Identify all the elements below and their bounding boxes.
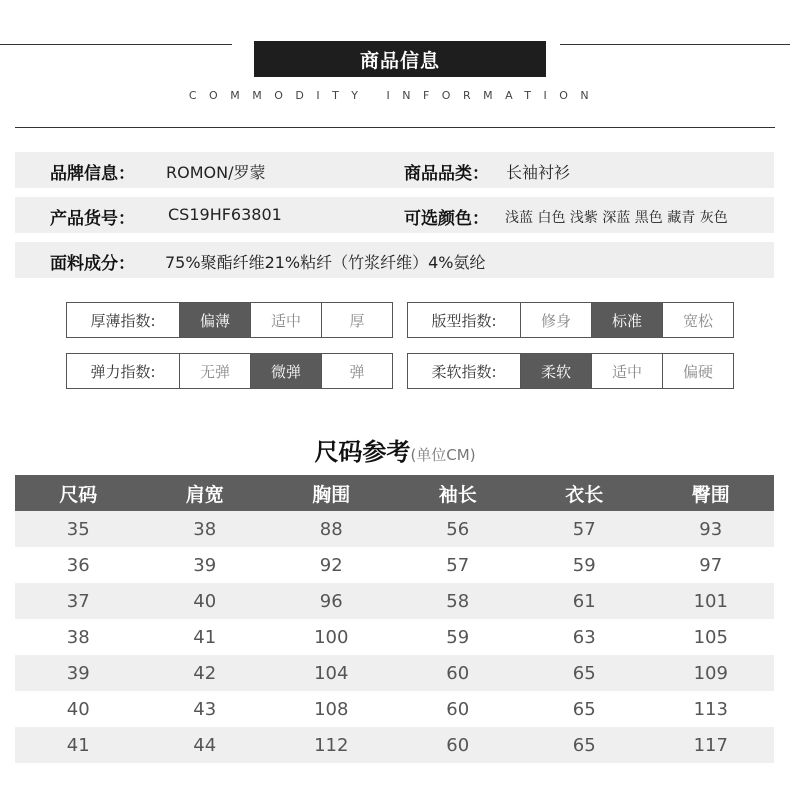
- index-elasticity-option: 无弹: [179, 354, 250, 388]
- table-cell: 112: [314, 734, 349, 756]
- index-fit: [407, 302, 734, 338]
- table-row: [15, 727, 774, 763]
- colors-label: 可选颜色：: [404, 209, 489, 229]
- table-row: [15, 691, 774, 727]
- size-table-unit: (单位CM): [410, 446, 476, 464]
- index-fit-option: 修身: [520, 303, 591, 337]
- fabric-value: 75%聚酯纤维21%粘纤（竹浆纤维）4%氨纶: [165, 253, 486, 272]
- table-cell: 38: [193, 518, 217, 540]
- table-row: [15, 511, 774, 547]
- table-cell: 57: [446, 554, 470, 576]
- index-elasticity: [66, 353, 393, 389]
- table-row: [15, 655, 774, 691]
- brand-value: ROMON/罗蒙: [166, 163, 266, 182]
- table-cell: 37: [66, 590, 90, 612]
- index-elasticity-label: 弹力指数:: [90, 362, 156, 381]
- table-cell: 38: [66, 626, 90, 648]
- index-thickness-option: 厚: [321, 303, 392, 337]
- info-row-sku: [15, 197, 774, 233]
- table-cell: 104: [314, 662, 349, 684]
- index-elasticity-option: 弹: [321, 354, 392, 388]
- table-cell: 100: [314, 626, 349, 648]
- size-header-cell: 衣长: [565, 483, 604, 506]
- table-cell: 88: [319, 518, 343, 540]
- table-cell: 39: [66, 662, 90, 684]
- page-title: 商品信息: [254, 41, 546, 77]
- header-divider: [15, 127, 775, 128]
- table-cell: 109: [693, 662, 728, 684]
- table-cell: 44: [193, 734, 217, 756]
- table-cell: 39: [193, 554, 217, 576]
- index-thickness-option: 偏薄: [179, 303, 250, 337]
- size-header-cell: 臀围: [691, 483, 730, 506]
- table-cell: 92: [319, 554, 343, 576]
- fabric-label: 面料成分：: [50, 254, 135, 274]
- table-cell: 56: [446, 518, 470, 540]
- table-cell: 43: [193, 698, 217, 720]
- index-thickness: [66, 302, 393, 338]
- page-subtitle: COMMODITY INFORMATION: [188, 89, 602, 102]
- index-elasticity-option: 微弹: [250, 354, 321, 388]
- sku-value: CS19HF63801: [168, 205, 282, 224]
- table-cell: 41: [193, 626, 217, 648]
- table-cell: 40: [193, 590, 217, 612]
- info-row-brand: [15, 152, 774, 188]
- table-row: [15, 619, 774, 655]
- table-cell: 63: [572, 626, 596, 648]
- size-table-header: [15, 475, 774, 511]
- colors-value: 浅蓝 白色 浅紫 深蓝 黑色 藏青 灰色: [505, 210, 728, 226]
- index-softness: [407, 353, 734, 389]
- size-table-heading: [0, 432, 790, 467]
- table-cell: 36: [66, 554, 90, 576]
- table-cell: 60: [446, 662, 470, 684]
- table-cell: 65: [572, 662, 596, 684]
- table-cell: 93: [699, 518, 723, 540]
- table-cell: 40: [66, 698, 90, 720]
- table-cell: 41: [66, 734, 90, 756]
- table-cell: 42: [193, 662, 217, 684]
- table-cell: 117: [693, 734, 728, 756]
- table-cell: 65: [572, 698, 596, 720]
- table-cell: 65: [572, 734, 596, 756]
- table-cell: 60: [446, 698, 470, 720]
- size-header-cell: 袖长: [438, 483, 477, 506]
- index-softness-option: 适中: [591, 354, 662, 388]
- info-row-fabric: [15, 242, 774, 278]
- table-cell: 35: [66, 518, 90, 540]
- index-thickness-label: 厚薄指数:: [90, 311, 156, 330]
- size-header-cell: 胸围: [312, 483, 351, 506]
- table-cell: 59: [446, 626, 470, 648]
- header-left-line: [0, 44, 232, 45]
- table-cell: 58: [446, 590, 470, 612]
- sku-label: 产品货号：: [50, 209, 135, 229]
- index-softness-option: 柔软: [520, 354, 591, 388]
- table-cell: 61: [572, 590, 596, 612]
- table-cell: 60: [446, 734, 470, 756]
- index-fit-option: 宽松: [662, 303, 733, 337]
- table-cell: 59: [572, 554, 596, 576]
- category-value: 长袖衬衫: [506, 163, 571, 182]
- index-softness-option: 偏硬: [662, 354, 733, 388]
- table-cell: 97: [699, 554, 723, 576]
- size-table-title: 尺码参考: [314, 438, 411, 466]
- table-cell: 101: [693, 590, 728, 612]
- size-header-cell: 尺码: [59, 483, 98, 506]
- header-right-line: [560, 44, 790, 45]
- table-cell: 105: [693, 626, 728, 648]
- table-row: [15, 547, 774, 583]
- table-cell: 57: [572, 518, 596, 540]
- table-cell: 96: [319, 590, 343, 612]
- index-fit-label: 版型指数:: [431, 311, 497, 330]
- table-cell: 113: [693, 698, 728, 720]
- brand-label: 品牌信息：: [50, 164, 135, 184]
- table-row: [15, 583, 774, 619]
- index-softness-label: 柔软指数:: [431, 362, 497, 381]
- index-fit-option: 标准: [591, 303, 662, 337]
- category-label: 商品品类：: [404, 164, 489, 184]
- index-thickness-option: 适中: [250, 303, 321, 337]
- table-cell: 108: [314, 698, 349, 720]
- size-header-cell: 肩宽: [185, 483, 224, 506]
